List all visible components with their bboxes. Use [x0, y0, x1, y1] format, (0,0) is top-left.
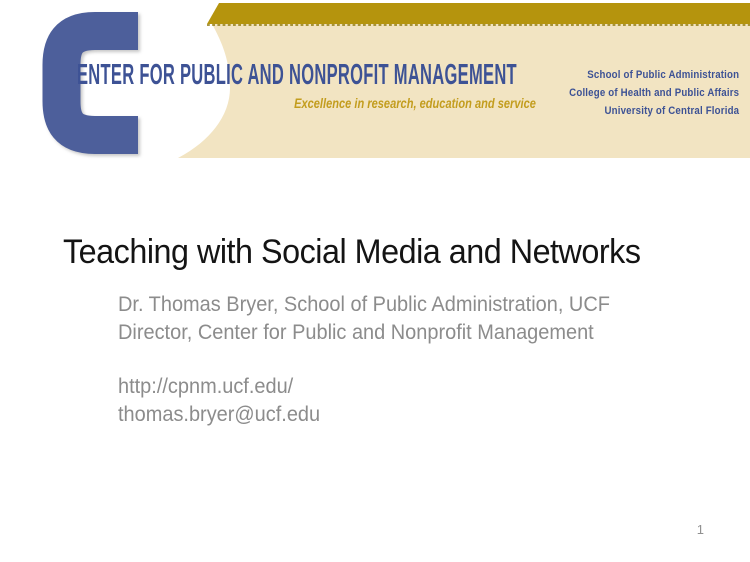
slide-title: Teaching with Social Media and Networks: [63, 233, 641, 271]
contact-block: [118, 373, 320, 429]
affiliation-line-university: University of Central Florida: [604, 105, 739, 117]
presenter-name-line: Dr. Thomas Bryer, School of Public Administration, UCF: [118, 293, 610, 316]
affiliation-line-school: School of Public Administration: [587, 69, 739, 81]
affiliation-line-college: College of Health and Public Affairs: [568, 87, 739, 99]
email-text: thomas.bryer@ucf.edu: [118, 403, 321, 426]
org-name-wordmark: ENTER FOR PUBLIC AND NONPROFIT MANAGEMENT: [77, 59, 517, 91]
presenter-block: [118, 291, 610, 347]
gold-top-bar: [207, 3, 750, 24]
affiliation-block: [569, 66, 739, 120]
slide-page-number: 1: [696, 522, 704, 537]
presenter-role-line: Director, Center for Public and Nonprofit Management: [118, 321, 594, 344]
website-url-text: http://cpnm.ucf.edu/: [118, 375, 294, 398]
org-tagline: Excellence in research, education and service: [294, 96, 536, 111]
